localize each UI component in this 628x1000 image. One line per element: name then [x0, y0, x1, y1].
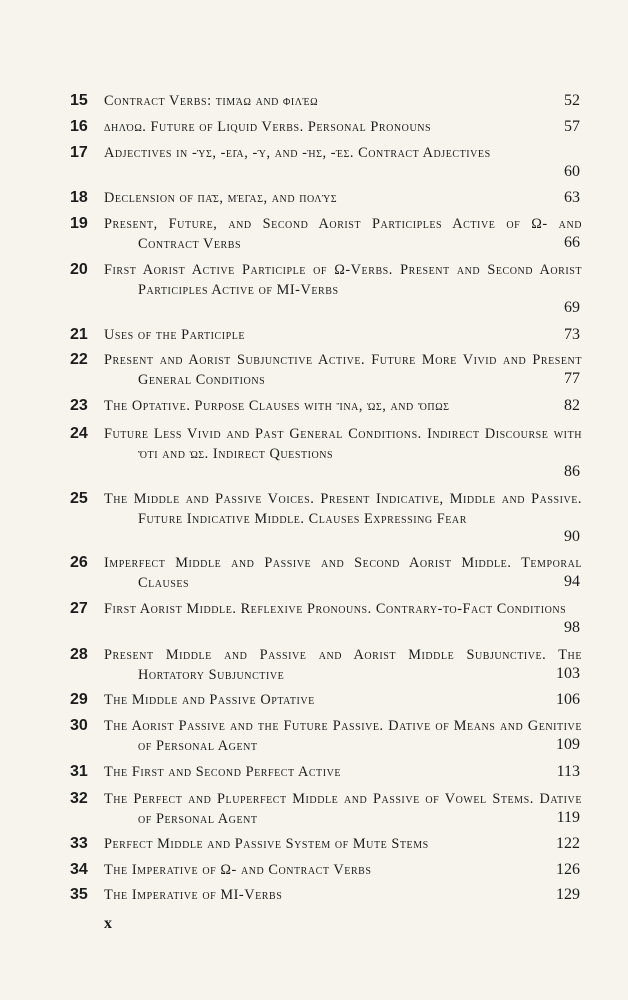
page-number: 119	[556, 809, 580, 826]
chapter-title: Uses of the Participle	[104, 327, 246, 343]
page-number: 60	[564, 163, 580, 180]
chapter-number: 31	[70, 763, 88, 780]
chapter-title: δηλόω. Future of Liquid Verbs. Personal Pronouns	[104, 119, 432, 135]
chapter-title: The Imperative of MI-Verbs	[104, 887, 283, 903]
page-number: 113	[556, 763, 580, 780]
chapter-number: 21	[70, 326, 88, 343]
chapter-number: 29	[70, 691, 88, 708]
chapter-number: 33	[70, 835, 88, 852]
chapter-title: The Perfect and Pluperfect Middle and Passive of Vowel Stems. Dative of Personal Agent	[104, 791, 582, 827]
chapter-title: The Middle and Passive Voices. Present Indicative, Middle and Passive. Future Indicative Middle. Clauses Expressing Fear	[104, 491, 582, 527]
page-number: 109	[556, 736, 580, 753]
chapter-number: 26	[70, 554, 88, 571]
chapter-number: 30	[70, 717, 88, 734]
chapter-number: 24	[70, 425, 88, 442]
page-number: 129	[556, 886, 580, 903]
folio-page-number: x	[104, 915, 112, 932]
chapter-number: 32	[70, 790, 88, 807]
chapter-title: Present, Future, and Second Aorist Participles Active of Ω- and Contract Verbs	[104, 216, 582, 252]
chapter-title: Perfect Middle and Passive System of Mute Stems	[104, 836, 429, 852]
chapter-number: 15	[70, 92, 88, 109]
page-number: 63	[564, 189, 580, 206]
chapter-title: Declension of πᾶς, μέγας, and πολύς	[104, 190, 338, 206]
chapter-number: 34	[70, 861, 88, 878]
chapter-title: Imperfect Middle and Passive and Second Aorist Middle. Temporal Clauses	[104, 555, 582, 591]
page-number: 90	[564, 528, 580, 545]
chapter-title: Present Middle and Passive and Aorist Middle Subjunctive. The Hortatory Subjunctive	[104, 647, 582, 683]
page-number: 73	[564, 326, 580, 343]
page-number: 66	[564, 234, 580, 251]
chapter-number: 22	[70, 351, 88, 368]
chapter-title: Adjectives in -ύς, -εῖα, -ύ, and -ής, -ές. Contract Adjectives	[104, 145, 491, 161]
page-number: 52	[564, 92, 580, 109]
page-number: 57	[564, 118, 580, 135]
chapter-number: 35	[70, 886, 88, 903]
chapter-title: The First and Second Perfect Active	[104, 764, 342, 780]
page-number: 103	[556, 665, 580, 682]
page-number: 122	[556, 835, 580, 852]
chapter-number: 19	[70, 215, 88, 232]
page-number: 94	[564, 573, 580, 590]
page-number: 77	[564, 370, 580, 387]
page-number: 86	[564, 463, 580, 480]
page-number: 126	[556, 861, 580, 878]
chapter-number: 16	[70, 118, 88, 135]
page-number: 82	[564, 397, 580, 414]
chapter-title: The Imperative of Ω- and Contract Verbs	[104, 862, 372, 878]
chapter-number: 28	[70, 646, 88, 663]
chapter-title: The Aorist Passive and the Future Passive. Dative of Means and Genitive of Personal Agent	[104, 718, 582, 754]
chapter-number: 20	[70, 261, 88, 278]
chapter-title: Contract Verbs: τιμάω and φιλέω	[104, 93, 319, 109]
chapter-title: Future Less Vivid and Past General Conditions. Indirect Discourse with ὅτι and ὡς. Indirect Questions	[104, 426, 582, 462]
chapter-number: 27	[70, 600, 88, 617]
page-number: 98	[564, 619, 580, 636]
chapter-number: 18	[70, 189, 88, 206]
chapter-title: The Optative. Purpose Clauses with ἵνα, ὡς, and ὅπως	[104, 398, 450, 414]
chapter-number: 17	[70, 144, 88, 161]
chapter-number: 23	[70, 397, 88, 414]
chapter-title: Present and Aorist Subjunctive Active. Future More Vivid and Present General Conditions	[104, 352, 582, 388]
chapter-title: First Aorist Active Participle of Ω-Verbs. Present and Second Aorist Participles Active of MI-Verbs	[104, 262, 582, 298]
chapter-title: First Aorist Middle. Reflexive Pronouns. Contrary-to-Fact Conditions	[104, 601, 567, 617]
chapter-title: The Middle and Passive Optative	[104, 692, 315, 708]
page-number: 69	[564, 299, 580, 316]
chapter-number: 25	[70, 490, 88, 507]
page-number: 106	[556, 691, 580, 708]
